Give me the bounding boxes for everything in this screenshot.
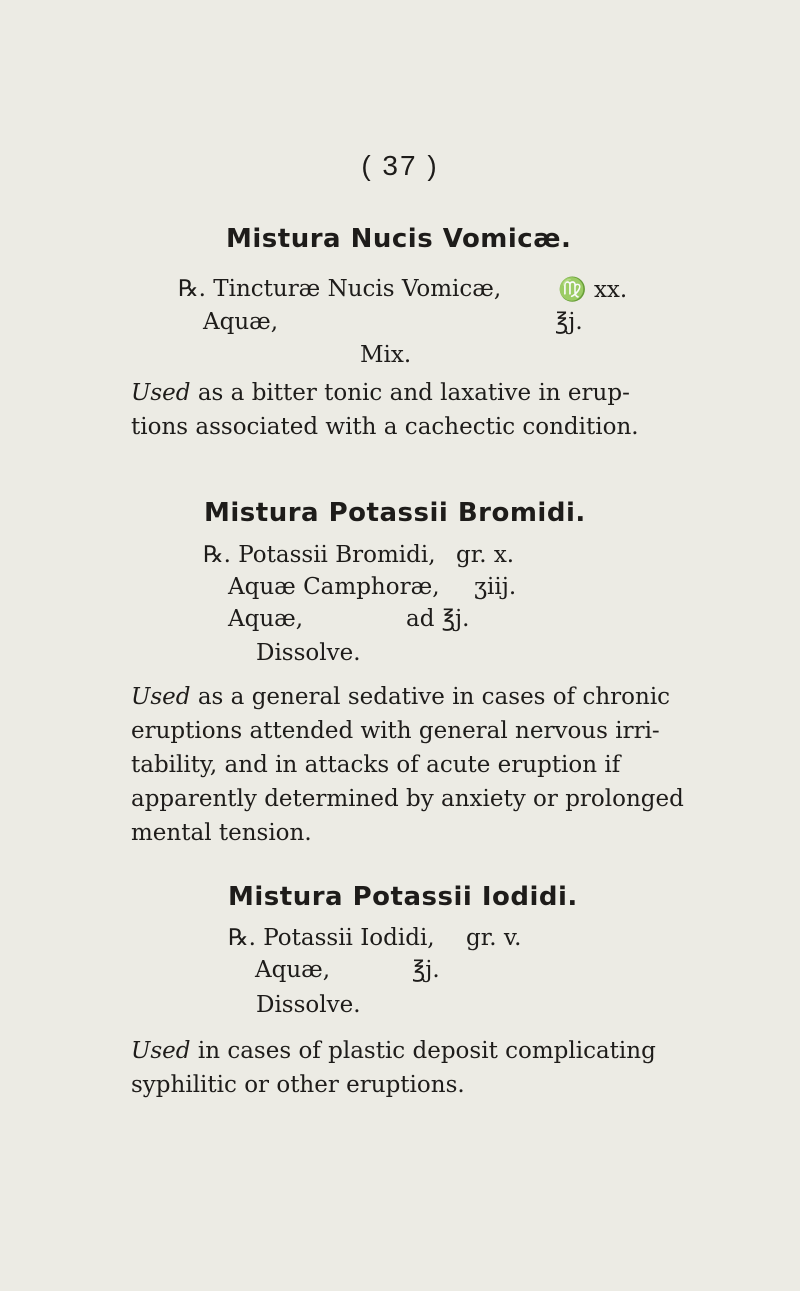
rx-direction: Mix. xyxy=(360,342,412,368)
rx-ingredient: ℞. Potassii Bromidi, xyxy=(203,542,436,568)
rx-quantity: ℥j. xyxy=(412,957,440,983)
rx-quantity: gr. x. xyxy=(456,542,515,568)
usage-line: Used in cases of plastic deposit complicating xyxy=(131,1038,656,1064)
rx-direction: Dissolve. xyxy=(256,992,361,1018)
rx-quantity: ʒiij. xyxy=(474,574,517,600)
usage-line: Used as a general sedative in cases of chronic xyxy=(131,684,671,710)
usage-paragraph xyxy=(131,1034,671,1102)
rx-quantity: ad ℥j. xyxy=(406,606,470,632)
usage-line: apparently determined by anxiety or prolonged xyxy=(131,786,684,812)
usage-line: tability, and in attacks of acute eruption if xyxy=(131,752,621,778)
section-heading: Mistura Nucis Vomicæ. xyxy=(226,224,572,254)
usage-line: mental tension. xyxy=(131,820,312,846)
usage-paragraph xyxy=(131,376,671,444)
rx-ingredient: Aquæ, xyxy=(203,309,279,335)
rx-quantity: ♍ xx. xyxy=(558,277,628,303)
usage-lead: Used xyxy=(131,684,191,710)
page-number: ( 37 ) xyxy=(361,150,439,181)
usage-paragraph xyxy=(131,680,684,850)
rx-direction: Dissolve. xyxy=(256,640,361,666)
usage-line: syphilitic or other eruptions. xyxy=(131,1072,465,1098)
usage-line: tions associated with a cachectic condition. xyxy=(131,414,639,440)
rx-quantity: ℥j. xyxy=(555,309,583,335)
rx-ingredient: ℞. Tincturæ Nucis Vomicæ, xyxy=(178,276,502,302)
rx-quantity: gr. v. xyxy=(466,925,522,951)
usage-line: Used as a bitter tonic and laxative in erup- xyxy=(131,380,630,406)
rx-ingredient: ℞. Potassii Iodidi, xyxy=(228,925,435,951)
rx-ingredient: Aquæ, xyxy=(255,957,331,983)
section-heading: Mistura Potassii Iodidi. xyxy=(228,882,578,912)
rx-ingredient: Aquæ Camphoræ, xyxy=(228,574,440,600)
usage-lead: Used xyxy=(131,1038,191,1064)
usage-lead: Used xyxy=(131,380,191,406)
rx-ingredient: Aquæ, xyxy=(228,606,304,632)
usage-line: eruptions attended with general nervous irri- xyxy=(131,718,660,744)
section-heading: Mistura Potassii Bromidi. xyxy=(204,498,586,528)
